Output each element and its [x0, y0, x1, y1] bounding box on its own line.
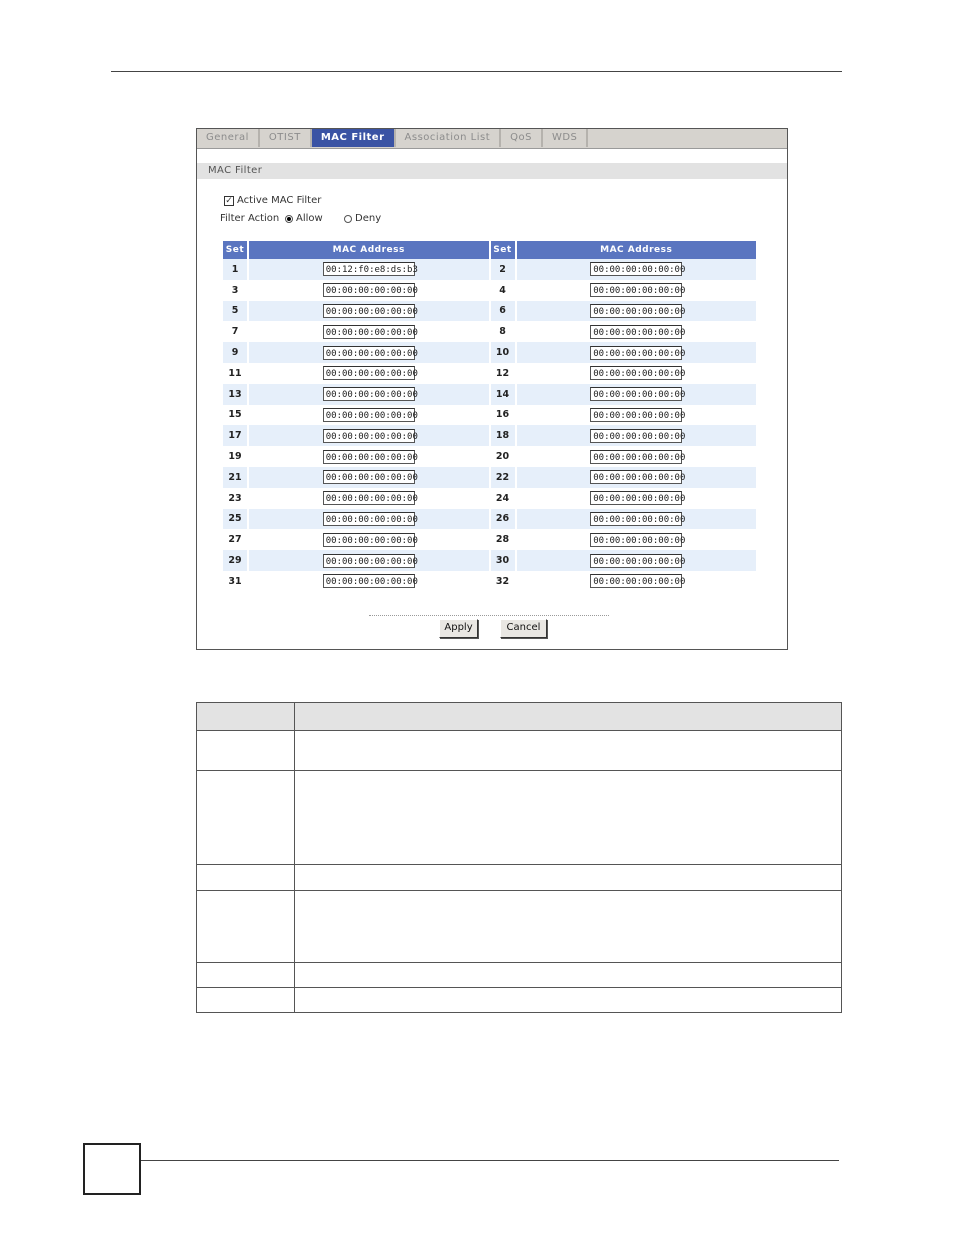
section-header-bar — [197, 163, 787, 179]
table-cell — [223, 467, 247, 488]
tab-bar — [197, 129, 787, 149]
deny-label: Deny — [355, 213, 382, 224]
active-mac-filter-checkbox[interactable]: ✓ — [225, 195, 233, 206]
mac-address-input[interactable]: 00:00:00:00:00:00 — [590, 491, 682, 505]
table-cell — [249, 342, 489, 363]
table-cell — [517, 259, 757, 280]
mac-address-input[interactable]: 00:00:00:00:00:00 — [323, 512, 415, 526]
set-number: 28 — [495, 534, 510, 546]
table-cell — [223, 405, 247, 426]
table-cell — [249, 467, 489, 488]
table-cell — [249, 529, 489, 550]
table-cell — [249, 509, 489, 530]
column-header-mac-address: MAC Address — [517, 241, 757, 259]
table-cell — [223, 425, 247, 446]
table-row — [223, 259, 756, 280]
table-cell — [197, 731, 295, 771]
set-number: 19 — [228, 451, 242, 463]
table-cell — [197, 703, 295, 731]
section-title: MAC Filter — [208, 165, 263, 176]
mac-address-input[interactable]: 00:00:00:00:00:00 — [590, 429, 682, 443]
set-number: 3 — [231, 284, 239, 296]
table-cell — [517, 405, 757, 426]
table-cell — [517, 342, 757, 363]
mac-address-input[interactable]: 00:00:00:00:00:00 — [323, 387, 415, 401]
table-cell — [517, 384, 757, 405]
mac-address-input[interactable]: 00:00:00:00:00:00 — [590, 574, 682, 588]
table-cell — [295, 771, 842, 865]
table-cell — [517, 280, 757, 301]
mac-address-input[interactable]: 00:00:00:00:00:00 — [590, 366, 682, 380]
set-number: 30 — [495, 555, 510, 567]
mac-address-input[interactable]: 00:00:00:00:00:00 — [323, 533, 415, 547]
column-header-set: Set — [491, 241, 515, 259]
deny-option[interactable] — [344, 213, 381, 224]
table-cell — [295, 891, 842, 963]
table-cell — [223, 446, 247, 467]
footer-rule — [141, 1160, 839, 1161]
table-cell — [517, 571, 757, 592]
table-cell — [491, 550, 515, 571]
set-number: 23 — [228, 492, 242, 504]
mac-address-input[interactable]: 00:00:00:00:00:00 — [323, 470, 415, 484]
table-cell — [249, 425, 489, 446]
table-cell — [223, 259, 247, 280]
table-cell — [491, 446, 515, 467]
set-number: 24 — [495, 492, 510, 504]
table-cell — [491, 342, 515, 363]
table-cell — [491, 529, 515, 550]
mac-address-input[interactable]: 00:00:00:00:00:00 — [323, 283, 415, 297]
tab-qos[interactable]: QoS — [501, 129, 543, 147]
mac-address-input[interactable]: 00:00:00:00:00:00 — [590, 387, 682, 401]
tab-wds[interactable]: WDS — [543, 129, 588, 147]
table-cell — [197, 771, 295, 865]
table-row — [223, 488, 756, 509]
table-cell — [517, 529, 757, 550]
table-cell — [517, 550, 757, 571]
table-cell — [491, 405, 515, 426]
set-number: 14 — [495, 388, 510, 400]
set-number: 15 — [228, 409, 242, 421]
set-number: 9 — [231, 347, 239, 359]
set-number: 7 — [231, 326, 239, 338]
table-cell — [517, 467, 757, 488]
table-row — [223, 342, 756, 363]
table-cell — [491, 425, 515, 446]
table-cell — [491, 321, 515, 342]
mac-address-input[interactable]: 00:00:00:00:00:00 — [323, 304, 415, 318]
table-cell — [249, 405, 489, 426]
page-number-box — [83, 1143, 141, 1195]
table-cell — [295, 731, 842, 771]
mac-address-input[interactable]: 00:00:00:00:00:00 — [590, 304, 682, 318]
mac-address-input[interactable]: 00:00:00:00:00:00 — [590, 283, 682, 297]
table-cell — [491, 509, 515, 530]
tab-association-list[interactable]: Association List — [396, 129, 502, 147]
mac-address-input[interactable]: 00:00:00:00:00:00 — [590, 554, 682, 568]
table-cell — [249, 363, 489, 384]
table-cell — [197, 891, 295, 963]
table-cell — [517, 321, 757, 342]
set-number: 26 — [495, 513, 510, 525]
set-number: 4 — [499, 284, 506, 296]
table-row — [223, 550, 756, 571]
table-cell — [249, 446, 489, 467]
table-row — [223, 301, 756, 322]
table-cell — [517, 509, 757, 530]
mac-address-input[interactable]: 00:00:00:00:00:00 — [323, 366, 415, 380]
header-rule — [111, 71, 842, 72]
description-table — [196, 702, 842, 1013]
table-cell — [223, 301, 247, 322]
set-number: 18 — [495, 430, 510, 442]
mac-address-input[interactable]: 00:00:00:00:00:00 — [323, 429, 415, 443]
cancel-button[interactable]: Cancel — [500, 619, 547, 638]
table-row — [223, 509, 756, 530]
mac-address-input[interactable]: 00:00:00:00:00:00 — [590, 512, 682, 526]
mac-address-input[interactable]: 00:00:00:00:00:00 — [590, 450, 682, 464]
table-cell — [223, 571, 247, 592]
table-cell — [491, 280, 515, 301]
set-number: 13 — [228, 388, 242, 400]
table-cell — [223, 342, 247, 363]
active-mac-filter-option[interactable] — [224, 195, 321, 206]
mac-address-input[interactable]: 00:00:00:00:00:00 — [323, 574, 415, 588]
table-cell — [491, 488, 515, 509]
table-cell — [197, 963, 295, 988]
table-row — [223, 384, 756, 405]
tab-mac-filter[interactable]: MAC Filter — [312, 129, 396, 147]
table-cell — [491, 571, 515, 592]
mac-address-input[interactable]: 00:00:00:00:00:00 — [590, 325, 682, 339]
table-cell — [249, 550, 489, 571]
table-row — [223, 529, 756, 550]
table-cell — [295, 963, 842, 988]
table-cell — [517, 446, 757, 467]
mac-address-table — [221, 241, 758, 592]
table-row — [223, 405, 756, 426]
table-row — [223, 321, 756, 342]
table-cell — [491, 384, 515, 405]
set-number: 22 — [495, 471, 510, 483]
set-number: 12 — [495, 367, 510, 379]
active-mac-filter-label: Active MAC Filter — [237, 195, 322, 206]
allow-radio[interactable] — [285, 215, 293, 223]
set-number: 31 — [228, 575, 242, 587]
table-cell — [295, 988, 842, 1013]
set-number: 16 — [495, 409, 510, 421]
set-number: 2 — [499, 263, 506, 275]
mac-address-input[interactable]: 00:00:00:00:00:00 — [590, 533, 682, 547]
mac-address-input[interactable]: 00:00:00:00:00:00 — [323, 325, 415, 339]
apply-button[interactable]: Apply — [439, 619, 478, 638]
table-cell — [491, 363, 515, 384]
mac-address-input[interactable]: 00:00:00:00:00:00 — [590, 470, 682, 484]
set-number: 17 — [228, 430, 242, 442]
table-cell — [491, 467, 515, 488]
table-cell — [517, 425, 757, 446]
set-number: 21 — [228, 471, 242, 483]
table-cell — [249, 571, 489, 592]
table-cell — [223, 529, 247, 550]
table-row — [223, 425, 756, 446]
mac-address-input[interactable]: 00:00:00:00:00:00 — [323, 554, 415, 568]
tab-general[interactable]: General — [197, 129, 260, 147]
table-cell — [223, 321, 247, 342]
column-header-set: Set — [223, 241, 247, 259]
table-row — [223, 571, 756, 592]
table-cell — [491, 301, 515, 322]
set-number: 11 — [228, 367, 242, 379]
mac-address-input[interactable]: 00:12:f0:e8:ds:b3 — [323, 262, 415, 276]
set-number: 1 — [231, 263, 239, 275]
tab-otist[interactable]: OTIST — [260, 129, 312, 147]
set-number: 8 — [499, 326, 506, 338]
table-cell — [517, 301, 757, 322]
table-cell — [295, 703, 842, 731]
set-number: 32 — [495, 575, 510, 587]
filter-action-label: Filter Action — [220, 213, 280, 224]
table-cell — [517, 488, 757, 509]
table-row — [223, 363, 756, 384]
column-header-mac-address: MAC Address — [249, 241, 489, 259]
table-cell — [249, 488, 489, 509]
table-cell — [517, 363, 757, 384]
table-cell — [223, 550, 247, 571]
table-row — [223, 280, 756, 301]
table-cell — [249, 301, 489, 322]
table-cell — [249, 384, 489, 405]
mac-address-input[interactable]: 00:00:00:00:00:00 — [590, 346, 682, 360]
mac-address-input[interactable]: 00:00:00:00:00:00 — [590, 262, 682, 276]
set-number: 25 — [228, 513, 242, 525]
table-cell — [197, 988, 295, 1013]
mac-address-input[interactable]: 00:00:00:00:00:00 — [323, 450, 415, 464]
table-cell — [197, 865, 295, 891]
button-divider — [369, 615, 609, 616]
set-number: 29 — [228, 555, 242, 567]
mac-address-input[interactable]: 00:00:00:00:00:00 — [323, 491, 415, 505]
table-row — [223, 446, 756, 467]
set-number: 10 — [495, 347, 510, 359]
table-cell — [249, 280, 489, 301]
deny-radio[interactable] — [344, 215, 352, 223]
table-cell — [223, 363, 247, 384]
table-cell — [223, 384, 247, 405]
mac-filter-screen — [196, 128, 788, 650]
mac-address-input[interactable]: 00:00:00:00:00:00 — [323, 346, 415, 360]
table-cell — [295, 865, 842, 891]
mac-address-input[interactable]: 00:00:00:00:00:00 — [590, 408, 682, 422]
allow-label: Allow — [296, 213, 323, 224]
table-cell — [249, 321, 489, 342]
table-cell — [491, 259, 515, 280]
table-cell — [223, 488, 247, 509]
table-cell — [223, 280, 247, 301]
mac-address-input[interactable]: 00:00:00:00:00:00 — [323, 408, 415, 422]
set-number: 20 — [495, 451, 510, 463]
set-number: 5 — [231, 305, 239, 317]
table-cell — [223, 509, 247, 530]
set-number: 6 — [499, 305, 506, 317]
table-row — [223, 467, 756, 488]
table-cell — [249, 259, 489, 280]
allow-option[interactable] — [285, 213, 323, 224]
set-number: 27 — [228, 534, 242, 546]
